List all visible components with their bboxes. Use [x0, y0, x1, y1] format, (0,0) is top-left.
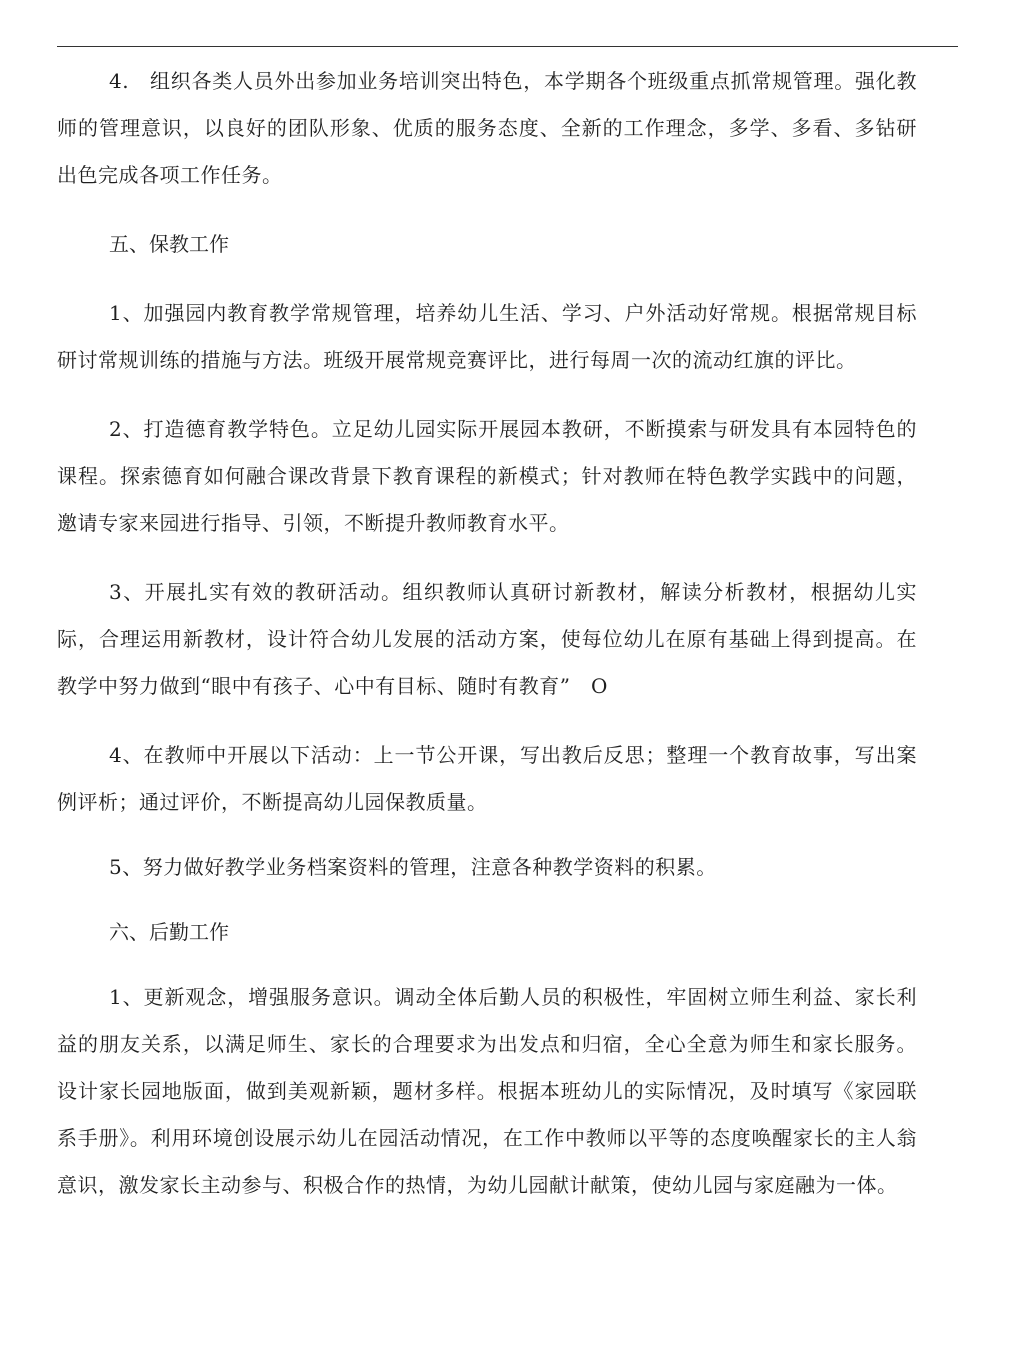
section-heading-6: 六、后勤工作	[109, 920, 229, 944]
section-heading-5: 五、保教工作	[109, 232, 229, 256]
paragraph-s6-item-1: 1、更新观念，增强服务意识。调动全体后勤人员的积极性，牢固树立师生利益、家长利益的朋友关系，以满足师生、家长的合理要求为出发点和归宿，全心全意为师生和家长服务。设计家长园地版面，做到美观新颖，题材多样。根据本班幼儿的实际情况，及时填写《家园联系手册》。利用环境创设展示幼儿在园活动情况，在工作中教师以平等的态度唤醒家长的主人翁意识，激发家长主动参与、积极合作的热情，为幼儿园献计献策，使幼儿园与家庭融为一体。	[57, 985, 917, 1197]
paragraph-s5-item-3: 3、开展扎实有效的教研活动。组织教师认真研讨新教材，解读分析教材，根据幼儿实际，合理运用新教材，设计符合幼儿发展的活动方案，使每位幼儿在原有基础上得到提高。在教学中努力做到“眼中有孩子、心中有目标、随时有教育” O	[57, 580, 917, 698]
paragraph-s5-item-1: 1、加强园内教育教学常规管理，培养幼儿生活、学习、户外活动好常规。根据常规目标研讨常规训练的措施与方法。班级开展常规竞赛评比，进行每周一次的流动红旗的评比。	[57, 301, 917, 372]
paragraph-s5-item-2: 2、打造德育教学特色。立足幼儿园实际开展园本教研，不断摸索与研发具有本园特色的课程。探索德育如何融合课改背景下教育课程的新模式；针对教师在特色教学实践中的问题，邀请专家来园进行指导、引领，不断提升教师教育水平。	[57, 417, 917, 535]
paragraph-item-4: 4. 组织各类人员外出参加业务培训突出特色，本学期各个班级重点抓常规管理。强化教师的管理意识，以良好的团队形象、优质的服务态度、全新的工作理念，多学、多看、多钻研出色完成各项工作任务。	[57, 69, 917, 187]
paragraph-s5-item-5: 5、努力做好教学业务档案资料的管理，注意各种教学资料的积累。	[109, 855, 717, 879]
header-rule	[57, 46, 958, 47]
paragraph-s5-item-4: 4、在教师中开展以下活动：上一节公开课，写出教后反思；整理一个教育故事，写出案例评析；通过评价，不断提高幼儿园保教质量。	[57, 743, 917, 814]
document-body	[57, 58, 917, 1209]
